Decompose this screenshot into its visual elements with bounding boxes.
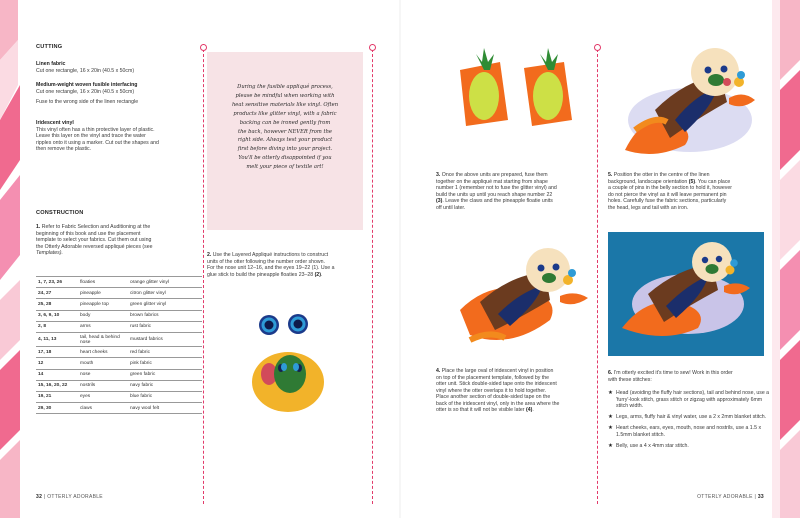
star-icon: ★ [608,443,614,450]
step4-line: otter unit. Stick double-sided tape onto the iridescent [436,381,557,387]
fabric-name: pink fabric [128,358,202,369]
fabric-name: brown fabrics [128,310,202,321]
star-icon: ★ [608,425,614,432]
table-row [36,332,202,346]
step6-line: I'm otterly excited it's time to sew! Work in this order [613,370,733,376]
step1-line: template to select your fabrics. Cut them out using [36,237,152,243]
right-footer [697,494,764,500]
pineapple-floatie-left [460,48,508,126]
stitch-text: Head (avoiding the fluffy hair sections), tail and behind nose, use a 'furry'-look stitch, grass stitch or zigzag with approximately 6mm stitch width. [616,390,770,410]
nose-unit [252,352,324,412]
piece-name: claws [78,403,128,414]
tip-line: During the fusible appliqué process, [237,84,333,90]
step3-line: Once the above units are prepared, fuse them [441,172,548,178]
step5-line: do not pierce the vinyl as it will leave permanent pin [608,191,727,198]
step2-number: 2. [207,252,212,258]
step3-line: off until later. [436,204,466,211]
interfacing-fuse: Fuse to the wrong side of the linen rectangle [36,99,139,105]
piece-numbers: 19, 21 [36,391,78,402]
step2-line: units of the otter following the number order shown. [207,258,325,265]
piece-name: pineapple [78,288,128,299]
page-number: 33 [757,494,764,500]
step4-line: back of the iridescent vinyl, only in the area where the [436,400,560,407]
piece-numbers: 12 [36,358,78,369]
step2-line: For the nose unit 12–16, and the eyes 19–22 (1). Use a [207,265,335,271]
piece-numbers: 17, 18 [36,347,78,358]
piece-name: nostrils [78,380,128,391]
divider-dot [369,44,376,51]
table-row [36,347,202,358]
step2-line-end: . [320,271,323,278]
step3-line: number 1 (remember not to fuse the glitter vinyl) and [436,185,557,191]
list-item [608,414,772,421]
fabric-name: red fabric [128,347,202,358]
page-number: 32 [36,494,43,500]
piece-numbers: 3, 6, 9, 10 [36,310,78,321]
table-row [36,299,202,310]
stitch-text: Legs, arms, fluffy hair & vinyl water, use a 2 x 2mm blanket stitch. [616,414,767,421]
table-row [36,369,202,380]
step3-line: build the units up until you reach shape number 22 [436,191,553,198]
tip-line: please be mindful when working with [235,92,335,99]
fabric-name: blue fabric [128,391,202,402]
interfacing-title: Medium-weight woven fusible interfacing [36,82,138,88]
table-row [36,380,202,391]
vinyl-text-line: This vinyl often has a thin protective layer of plastic. [36,126,155,133]
piece-numbers: 15, 16, 20, 22 [36,380,78,391]
piece-name: nose [78,369,128,380]
table-row [36,321,202,332]
pineapple-floaties-illustration [440,40,600,160]
construction-heading: CONSTRUCTION [36,210,84,216]
step1-line: beginning of this book and use the placement [36,230,141,237]
tip-line: melt your piece of textile art! [246,164,324,171]
piece-numbers: 24, 27 [36,288,78,299]
step2-line-text: glue stick to build the pineapple floaties 23–28 [207,271,315,278]
step3-line-text: . Leave the claws and the pineapple floatie units [442,198,553,204]
eye-left [259,315,279,335]
column-divider [203,44,204,504]
piece-numbers: 29, 30 [36,403,78,414]
step2-line [207,272,322,279]
linen-text: Cut one rectangle, 16 x 20in (40.5 x 50cm) [36,67,135,74]
footer-title: OTTERLY ADORABLE [697,494,753,500]
stitch-list [608,390,772,454]
piece-numbers: 25, 28 [36,299,78,310]
eyes-nose-illustration [250,310,370,430]
tip-line: first before diving into your project. [237,146,333,153]
piece-name: eyes [78,391,128,402]
footer-title: OTTERLY ADORABLE [47,494,103,500]
step1-line: the Otterly Adorable reversed appliqué pieces (see [36,243,153,250]
piece-name: floaties [78,277,128,288]
step5-line: a couple of pins in the belly section to hold it, however [608,185,732,191]
fabric-name: navy wool felt [128,403,202,414]
figure-ref: (3) [436,198,443,204]
footer-divider: | [754,494,757,500]
table-row [36,310,202,321]
step4-line: Place another section of double-sided tape on the [436,394,551,400]
piece-name: mouth [78,358,128,369]
figure-ref: (5) [688,178,696,185]
stitch-text: Heart cheeks, ears, eyes, mouth, nose and nostrils, use a 1.5 x 1.5mm blanket stitch. [616,425,762,438]
tip-line: products like glitter vinyl, with a fabric [233,110,337,117]
step5-line: Position the otter in the centre of the linen [613,172,710,178]
step5-line: holes. Carefully fuse the fabric sections, particularly [608,198,727,204]
tip-line: the back, however NEVER from the [237,128,332,135]
piece-name: arms [78,321,128,332]
fabric-name: orange glitter vinyl [128,277,202,288]
step5-number: 5. [608,172,613,178]
step6-number: 6. [608,370,613,376]
step3-number: 3. [436,172,441,178]
fabric-name: green fabric [128,369,202,380]
vinyl-text-line: then remove the plastic. [36,146,92,152]
step4-line-text: otter is so that it will not be visible later [436,407,526,413]
interfacing-text: Cut one rectangle, 16 x 20in (40.5 x 50cm) [36,88,135,95]
column-divider [372,44,373,504]
table-row [36,358,202,369]
step6-line: with these stitches: [608,376,652,383]
vinyl-text-line: ripples onto it using a marker. Cut out the shapes and [36,139,159,146]
star-icon: ★ [608,390,614,396]
otter-illustration-blue [608,232,764,356]
fabric-name: citron glitter vinyl [128,288,202,299]
fabric-name: navy fabric [128,380,202,391]
step4-line: vinyl where the otter overlaps it to hold together. [436,387,547,394]
fabric-table [36,276,202,414]
list-item [608,425,772,438]
pineapple-floatie-right [524,48,572,126]
fabric-name: rust fabric [128,321,202,332]
list-item [608,443,772,450]
tip-line: heat sensitive materials like vinyl. Often [231,101,339,108]
piece-name: body [78,310,128,321]
divider-dot [594,44,601,51]
vinyl-text-line: Leave this layer on the vinyl and trace the water [36,133,146,139]
linen-title: Linen fabric [36,61,66,67]
step5-line-text: background, landscape orientation [608,178,689,185]
piece-name: pineapple top [78,299,128,310]
tip-line: backing can be ironed gently from [239,119,331,126]
table-row [36,288,202,299]
list-item [608,390,772,410]
fabric-name: green glitter vinyl [128,299,202,310]
step4-line: Place the large oval of iridescent vinyl in position [441,368,554,374]
fabric-name: mustard fabrics [128,332,202,346]
figure-ref: (4) [525,407,533,413]
otter-illustration-middle [450,240,600,360]
vinyl-title: Iridescent vinyl [36,120,74,126]
step2-line: Use the Layered Appliqué instructions to construct [212,252,329,258]
step3-line: together on the appliqué mat starting from shape [436,178,548,185]
piece-numbers: 14 [36,369,78,380]
piece-numbers: 2, 8 [36,321,78,332]
figure-ref: (2) [314,271,321,278]
otter-illustration-top [615,40,765,170]
piece-numbers: 1, 7, 23, 26 [36,277,78,288]
step4-number: 4. [436,368,441,374]
piece-numbers: 4, 11, 13 [36,332,78,346]
footer-divider: | [43,494,46,500]
piece-name: heart cheeks [78,347,128,358]
tip-text [221,83,349,172]
step5-line: the head, legs and tail with an iron. [608,204,689,211]
step5-line-end: . You can place [695,178,731,185]
divider-dot [200,44,207,51]
column-divider [597,44,598,504]
step4-line: on top of the placement template, followed by the [436,374,550,381]
piece-name: tail, head & behind nose [78,332,128,346]
table-row [36,391,202,402]
stitch-text: Belly, use a 4 x 4mm star stitch. [616,443,689,450]
tip-line: You'll be otterly disappointed if you [238,155,332,162]
step4-line-end: . [532,407,534,413]
table-row [36,403,202,414]
table-row [36,277,202,288]
step1-line: Refer to Fabric Selection and Auditioning at the [41,224,151,230]
star-icon: ★ [608,414,614,421]
step4-line [436,407,534,414]
cutting-heading: CUTTING [36,44,63,50]
tip-line: right side. Always test your product [237,137,333,144]
book-spine [399,0,401,518]
step1-number: 1. [36,224,41,230]
step1-line: Templates). [36,250,63,256]
left-footer [36,494,103,500]
eye-right [288,314,308,334]
